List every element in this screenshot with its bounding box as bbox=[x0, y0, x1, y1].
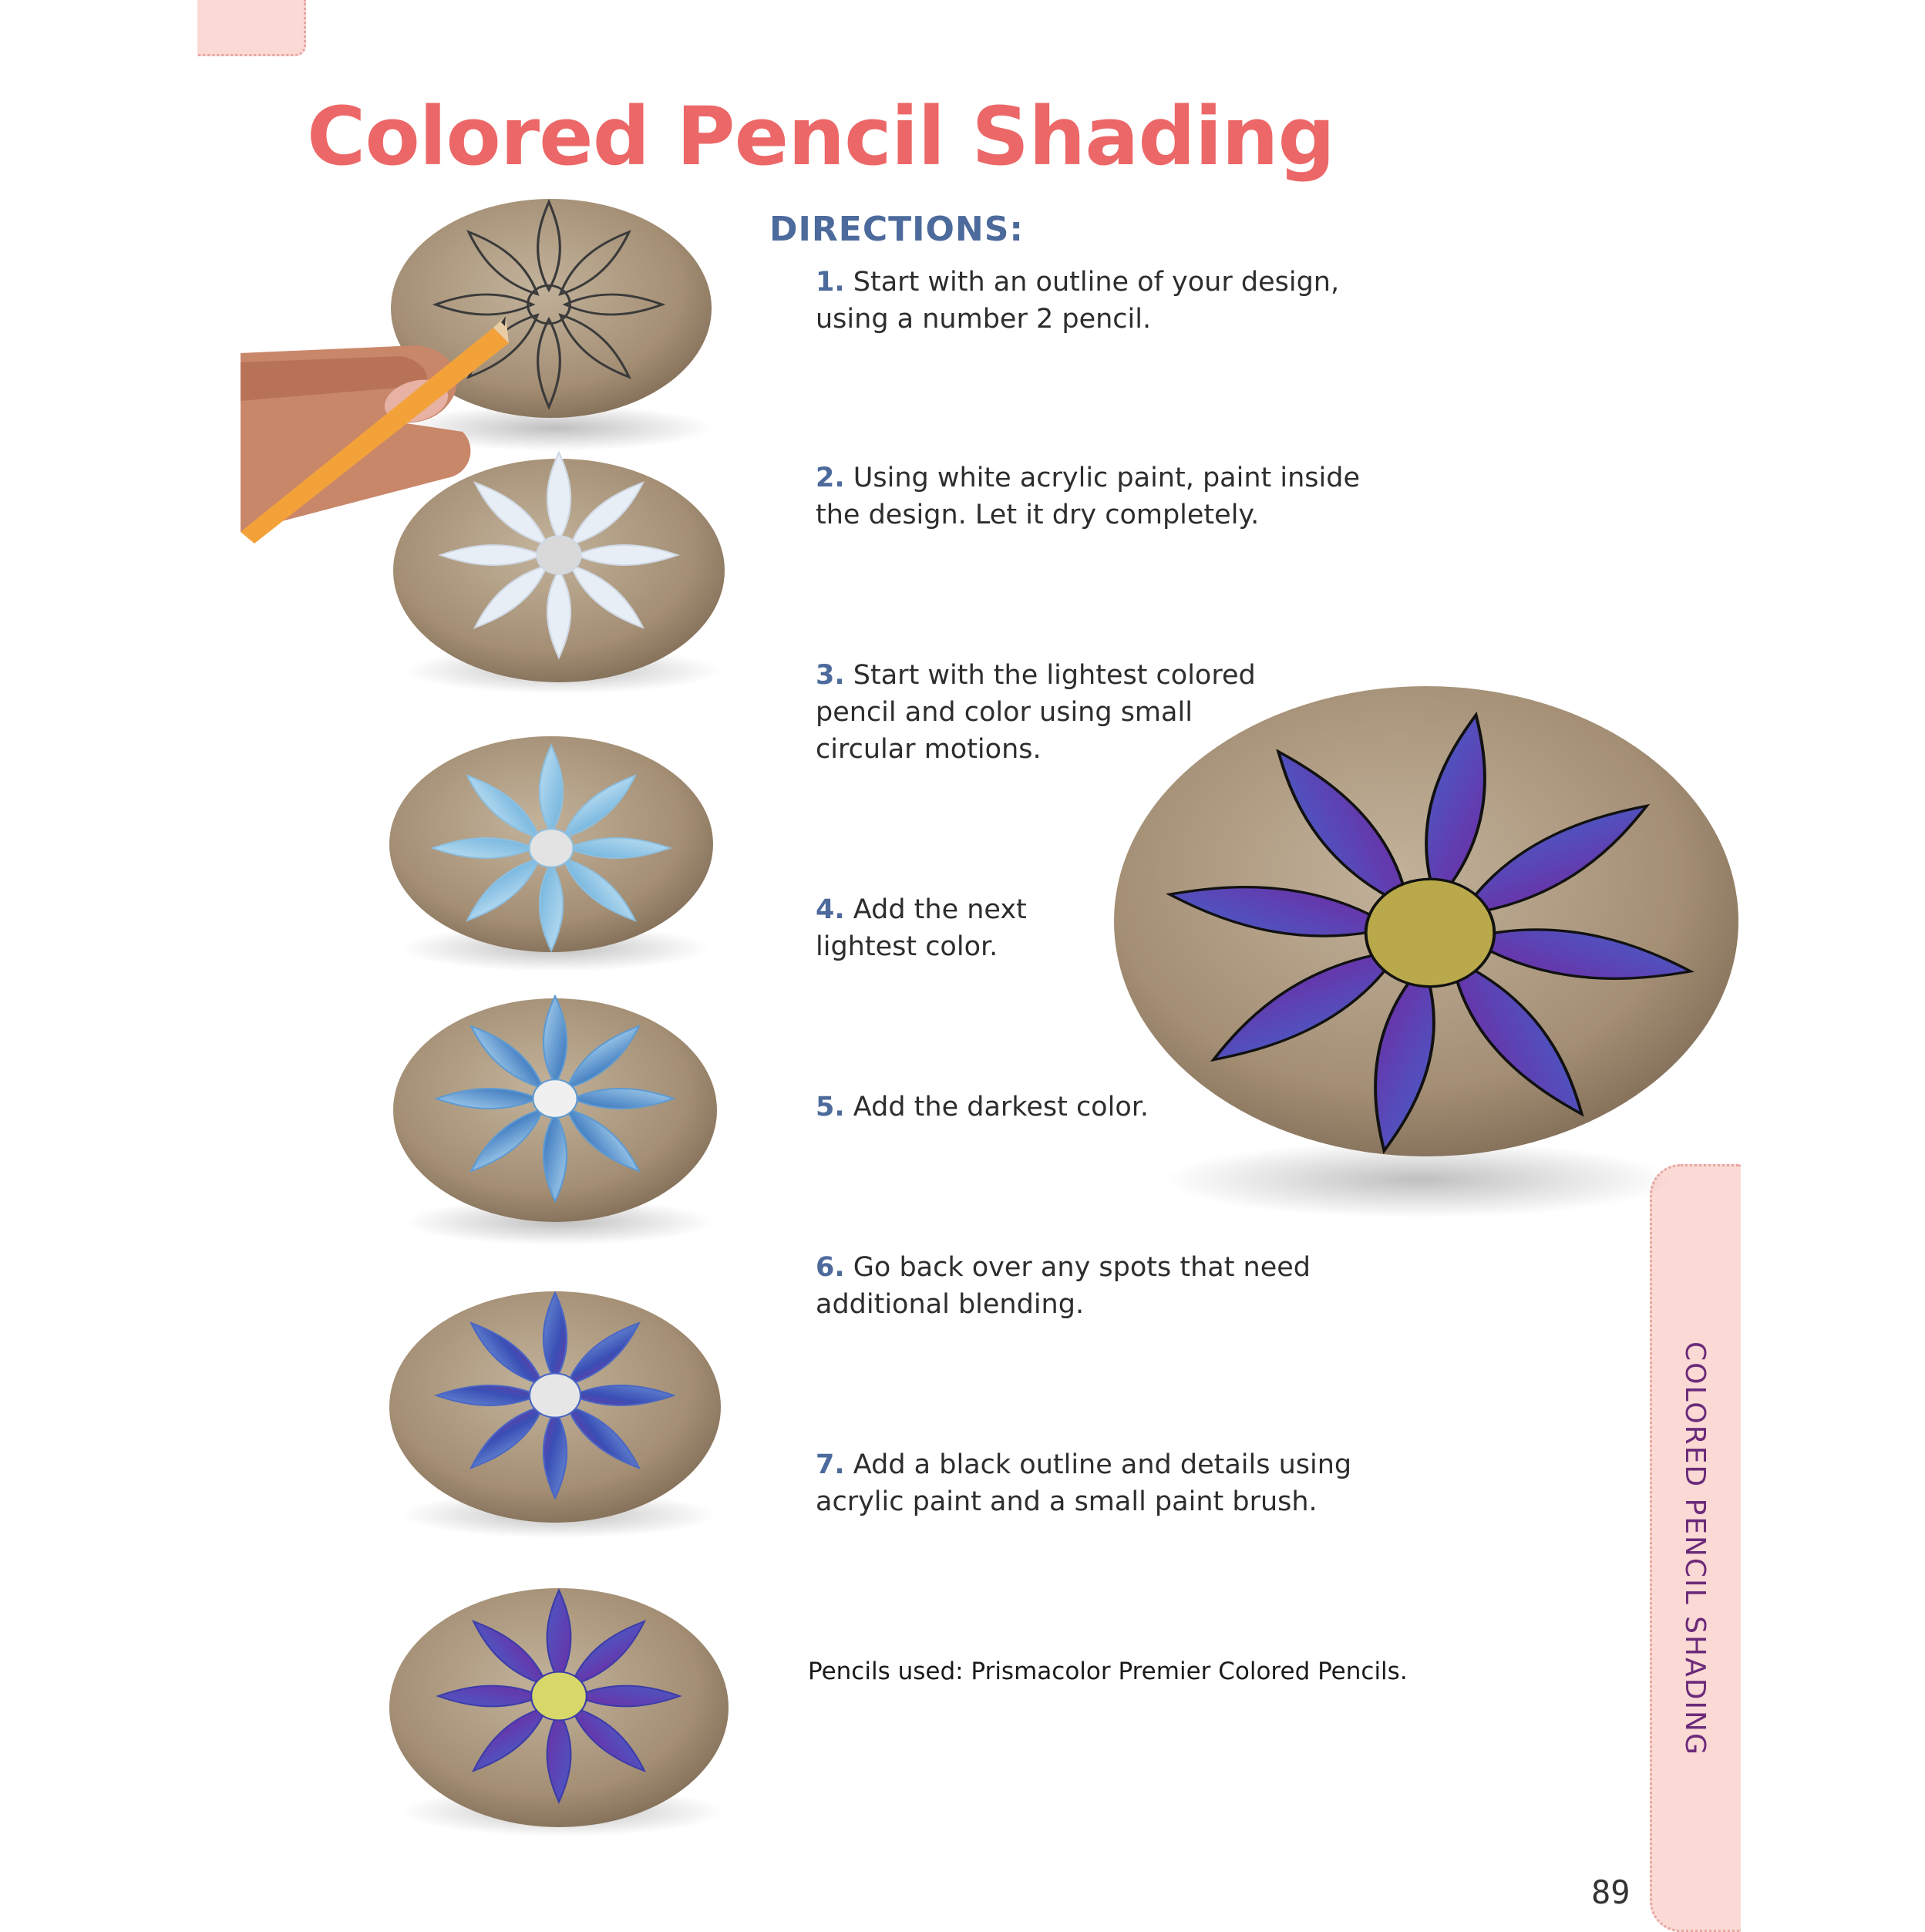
step-2-text: Using white acrylic paint, paint inside the design. Let it dry completely. bbox=[816, 463, 1361, 530]
step-7-number: 7. bbox=[816, 1449, 845, 1480]
stone-step-3 bbox=[389, 736, 713, 971]
step-5-number: 5. bbox=[816, 1092, 845, 1123]
step-3-number: 3. bbox=[816, 660, 845, 691]
step-7-text: Add a black outline and details using acrylic paint and a small paint brush. bbox=[816, 1449, 1352, 1517]
step-3-text: Start with the lightest colored pencil and color using small circular motions. bbox=[816, 660, 1256, 765]
stone-step-6 bbox=[389, 1588, 729, 1836]
side-tab-label: COLORED PENCIL SHADING bbox=[1679, 1341, 1711, 1756]
page-number: 89 bbox=[1591, 1873, 1631, 1911]
step-6-text: Go back over any spots that need additional blending. bbox=[816, 1252, 1311, 1320]
step-1-number: 1. bbox=[816, 267, 845, 298]
step-1-text: Start with an outline of your design, using a number 2 pencil. bbox=[816, 267, 1340, 335]
stone-step-4 bbox=[393, 996, 717, 1245]
step-2-number: 2. bbox=[816, 463, 845, 493]
step-5-text: Add the darkest color. bbox=[853, 1092, 1149, 1123]
step-4-number: 4. bbox=[816, 894, 845, 925]
step-4-text: Add the next lightest color. bbox=[816, 894, 1027, 962]
stone-step-5 bbox=[389, 1291, 721, 1538]
stone-step-2 bbox=[393, 453, 725, 694]
step-6-number: 6. bbox=[816, 1252, 845, 1283]
page-title: Colored Pencil Shading bbox=[307, 89, 1334, 183]
directions-heading: DIRECTIONS: bbox=[769, 210, 1025, 249]
stone-finished-large bbox=[1114, 677, 1738, 1218]
pencils-used-note: Pencils used: Prismacolor Premier Colored Pencils. bbox=[808, 1658, 1408, 1685]
